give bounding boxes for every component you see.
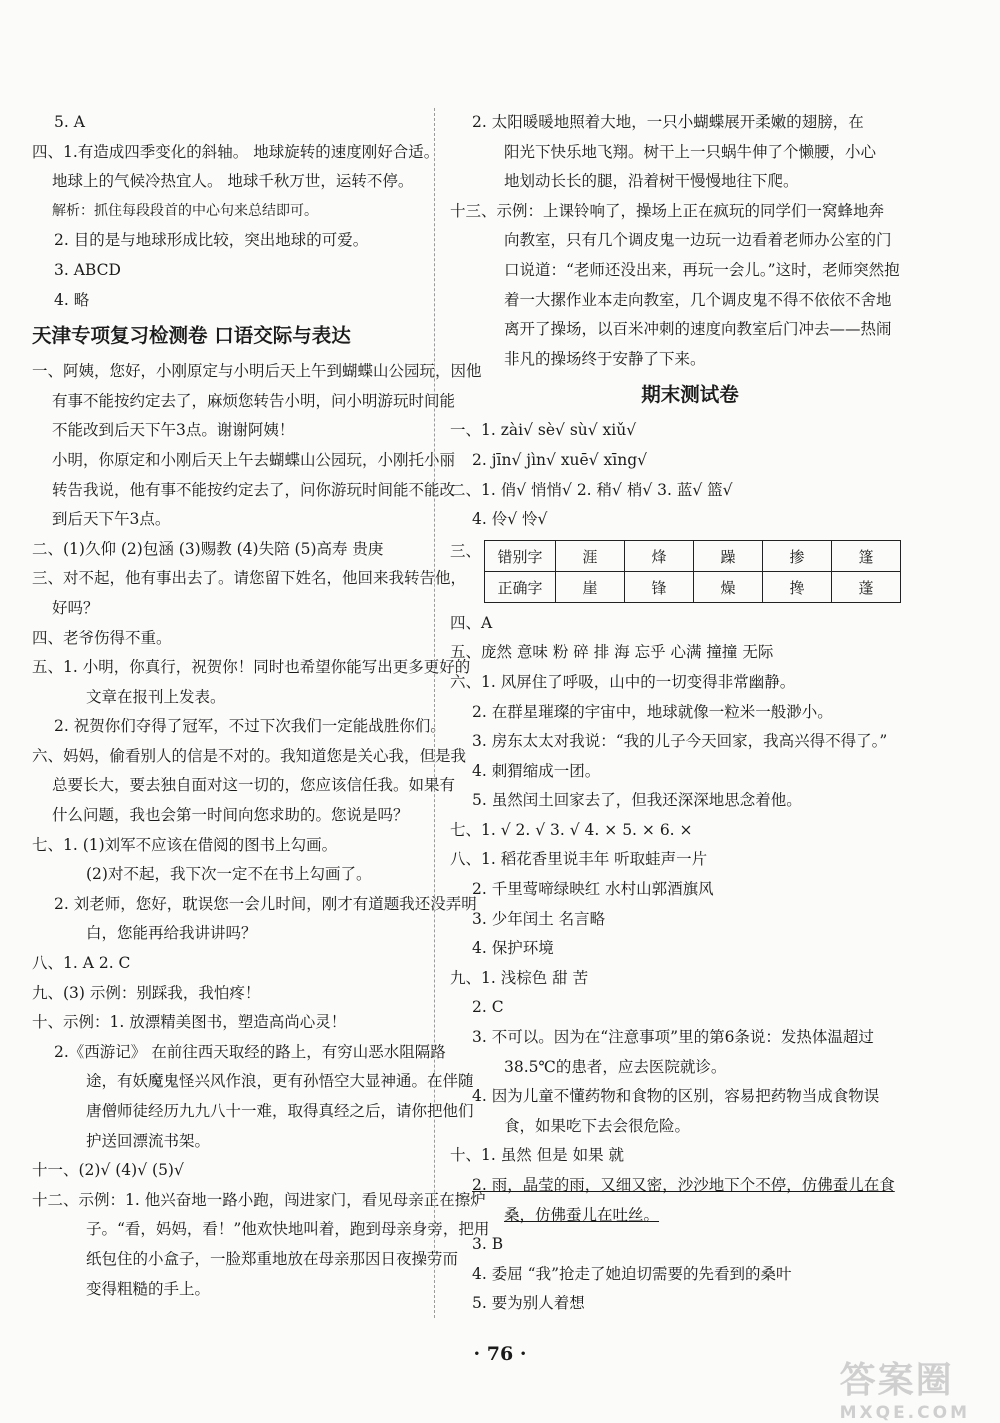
answer-line: 2. 在群星璀璨的宇宙中，地球就像一粒米一般渺小。	[472, 702, 833, 721]
answer-line: 护送回漂流书架。	[86, 1131, 211, 1150]
answer-line: 总要长大，要去独自面对这一切的，您应该信任我。如果有	[52, 776, 456, 795]
answer-line: 3. 房东太太对我说：“我的儿子今天回家，我高兴得不得了。”	[472, 732, 888, 751]
answer-line: 3. B	[472, 1235, 504, 1254]
answer-line: 文章在报刊上发表。	[86, 687, 226, 706]
answer-line: 不能改到后天下午3点。谢谢阿姨！	[52, 421, 295, 440]
answer-line: 4. 略	[54, 290, 90, 309]
answer-line: 离开了操场，以百米冲刺的速度向教室后门冲去——热闹	[504, 320, 892, 339]
answer-line: 4. 保护环境	[472, 939, 554, 958]
answer-line: 子。“看，妈妈，看！”他欢快地叫着，跑到母亲身旁，把用	[86, 1220, 490, 1239]
answer-line: 4. 刺猬缩成一团。	[472, 761, 601, 780]
answer-line: 着一大摞作业本走向教室，几个调皮鬼不得不依依不舍地	[504, 290, 892, 309]
answer-line: 2. 雨，晶莹的雨，又细又密，沙沙地下个不停，仿佛蚕儿在食	[472, 1176, 895, 1194]
table-cell: 搀	[763, 572, 832, 603]
answer-line: 途，有妖魔鬼怪兴风作浪，更有孙悟空大显神通。在伴随	[86, 1072, 474, 1091]
answer-line: 四、老爷伤得不重。	[32, 628, 172, 647]
answer-line: 十、示例：1. 放漂精美图书，塑造高尚心灵！	[32, 1013, 347, 1032]
answer-line: 八、1. A 2. C	[32, 954, 131, 973]
answer-line: 白，您能再给我讲讲吗？	[86, 924, 257, 943]
answer-line: 2. 千里莺啼绿映红 水村山郭酒旗风	[472, 880, 714, 899]
answer-line: 3. 不可以。因为在“注意事项”里的第6条说：发热体温超过	[472, 1028, 874, 1047]
table-cell: 锋	[625, 572, 694, 603]
answer-line: 一、1. zài√ sè√ sù√ xiǔ√	[450, 421, 637, 440]
table-cell: 崖	[556, 572, 625, 603]
answer-line: 好吗？	[52, 598, 99, 617]
answer-line: 二、1. 俏√ 悄悄√ 2. 稍√ 梢√ 3. 蓝√ 篮√	[450, 480, 733, 499]
answer-line: 2. C	[472, 998, 504, 1017]
answer-line: 解析：抓住每段段首的中心句来总结即可。	[52, 202, 318, 219]
answer-line: 桑，仿佛蚕儿在吐丝。	[504, 1205, 660, 1224]
answer-line: 3. ABCD	[54, 260, 121, 279]
answer-line: 非凡的操场终于安静了下来。	[504, 349, 706, 368]
right-answer-block-2	[450, 416, 970, 534]
table-cell: 燥	[694, 572, 763, 603]
answer-line: 八、1. 稻花香里说丰年 听取蛙声一片	[450, 850, 708, 869]
table-cell: 篷	[832, 541, 901, 572]
answer-line: 四、A	[450, 613, 493, 632]
answer-line: 4. 伶√ 怜√	[472, 510, 548, 529]
answer-line: 2. jīn√ jìn√ xuē√ xīng√	[472, 450, 647, 469]
table-cell: 烽	[625, 541, 694, 572]
page-number: · 76 ·	[473, 1343, 527, 1365]
answer-line: 地球上的气候冷热宜人。 地球千秋万世，运转不停。	[52, 172, 414, 191]
answer-line: 五、庞然 意味 粉 碎 排 海 忘乎 心满 撞撞 无际	[450, 643, 774, 662]
answer-line: 六、1. 风屏住了呼吸，山中的一切变得非常幽静。	[450, 672, 796, 691]
answer-line: 5. 虽然闰土回家去了，但我还深深地思念着他。	[472, 791, 802, 810]
answer-line: 2. 刘老师，您好，耽误您一会儿时间，刚才有道题我还没弄明	[54, 894, 477, 913]
answer-line: 向教室，只有几个调皮鬼一边玩一边看着老师办公室的门	[504, 231, 892, 250]
answer-line: 5. 要为别人着想	[472, 1294, 585, 1313]
answer-line: 到后天下午3点。	[52, 510, 171, 529]
answer-line: 纸包住的小盒子，一脸郑重地放在母亲那因日夜操劳而	[86, 1249, 459, 1268]
answer-line: 变得粗糙的手上。	[86, 1279, 211, 1298]
answer-line: 4. 委屈 “我”抢走了她迫切需要的先看到的桑叶	[472, 1264, 792, 1283]
answer-line: 5. A	[54, 113, 85, 131]
table-row	[485, 541, 901, 572]
table-label: 三、	[450, 541, 482, 560]
answer-line: 什么问题，我也会第一时间向您求助的。您说是吗？	[52, 806, 409, 825]
answer-line: 七、1. (1)刘军不应该在借阅的图书上勾画。	[32, 835, 338, 854]
answer-line: 2.《西游记》 在前往西天取经的路上，有穷山恶水阻隔路	[54, 1042, 446, 1061]
answer-line: 口说道：“老师还没出来，再玩一会儿。”这时，老师突然抱	[504, 260, 900, 279]
table-cell: 蓬	[832, 572, 901, 603]
answer-line: 九、1. 浅棕色 甜 苦	[450, 968, 589, 987]
right-column	[450, 108, 970, 1319]
answer-line: 2. 祝贺你们夺得了冠军，不过下次我们一定能战胜你们。	[54, 717, 446, 736]
section-title-final-exam: 期末测试卷	[641, 383, 739, 407]
answer-line: (2)对不起，我下次一定不在书上勾画了。	[86, 865, 372, 884]
answer-line: 十二、示例：1. 他兴奋地一路小跑，闯进家门，看见母亲正在擦炉	[32, 1190, 486, 1209]
answer-line: 38.5℃的患者，应去医院就诊。	[504, 1057, 727, 1076]
section-title-tianjin: 天津专项复习检测卷 口语交际与表达	[32, 324, 351, 348]
answer-line: 七、1. √ 2. √ 3. √ 4. × 5. × 6. ×	[450, 820, 693, 839]
left-answer-block-1	[32, 108, 440, 315]
answer-line: 小明，你原定和小刚后天上午去蝴蝶山公园玩，小刚托小丽	[52, 450, 456, 469]
table-cell: 躁	[694, 541, 763, 572]
answer-line: 十一、(2)√ (4)√ (5)√	[32, 1161, 184, 1180]
answer-line: 2. 太阳暖暖地照着大地，一只小蝴蝶展开柔嫩的翅膀，在	[472, 113, 864, 131]
answer-line: 五、1. 小明，你真行，祝贺你！同时也希望你能写出更多更好的	[32, 658, 471, 677]
answer-line: 4. 因为儿童不懂药物和食物的区别，容易把药物当成食物误	[472, 1087, 880, 1106]
table-header-wrong: 错别字	[485, 541, 556, 572]
answer-line: 一、阿姨，您好，小刚原定与小明后天上午到蝴蝶山公园玩，因他	[32, 362, 482, 381]
correction-table-row	[450, 535, 970, 609]
table-header-correct: 正确字	[485, 572, 556, 603]
table-row	[485, 572, 901, 603]
table-cell: 掺	[763, 541, 832, 572]
answer-line: 十、1. 虽然 但是 如果 就	[450, 1146, 624, 1165]
right-answer-block-3	[450, 609, 970, 1319]
answer-line: 三、对不起，他有事出去了。请您留下姓名，他回来我转告他，	[32, 569, 467, 588]
answer-line: 有事不能按约定去了，麻烦您转告小明，问小明游玩时间能	[52, 391, 456, 410]
answer-line: 转告我说，他有事不能按约定去了，问你游玩时间能不能改	[52, 480, 456, 499]
answer-line: 地划动长长的腿，沿着树干慢慢地往下爬。	[504, 172, 799, 191]
answer-line: 四、1.有造成四季变化的斜轴。 地球旋转的速度刚好合适。	[32, 142, 440, 161]
watermark-text: 答案圈	[839, 1360, 954, 1401]
answer-line: 3. 少年闰土 名言略	[472, 909, 606, 928]
correction-table	[484, 540, 901, 603]
answer-line: 十三、示例：上课铃响了，操场上正在疯玩的同学们一窝蜂地奔	[450, 201, 885, 220]
watermark-logo	[840, 1352, 970, 1423]
answer-line: 九、(3) 示例：别踩我，我怕疼！	[32, 983, 261, 1002]
right-answer-block-1	[450, 108, 970, 374]
answer-line: 2. 目的是与地球形成比较，突出地球的可爱。	[54, 231, 369, 250]
answer-line: 六、妈妈，偷看别人的信是不对的。我知道您是关心我，但是我	[32, 746, 467, 765]
column-divider	[434, 108, 435, 1318]
answer-line: 唐僧师徒经历九九八十一难，取得真经之后，请你把他们	[86, 1102, 474, 1120]
watermark-url: MXQE.COM	[839, 1403, 970, 1423]
table-cell: 涯	[556, 541, 625, 572]
answer-line: 二、(1)久仰 (2)包涵 (3)赐教 (4)失陪 (5)高寿 贵庚	[32, 539, 384, 558]
answer-line: 阳光下快乐地飞翔。树干上一只蜗牛伸了个懒腰，小心	[504, 142, 877, 161]
answer-line: 食，如果吃下去会很危险。	[504, 1116, 691, 1135]
